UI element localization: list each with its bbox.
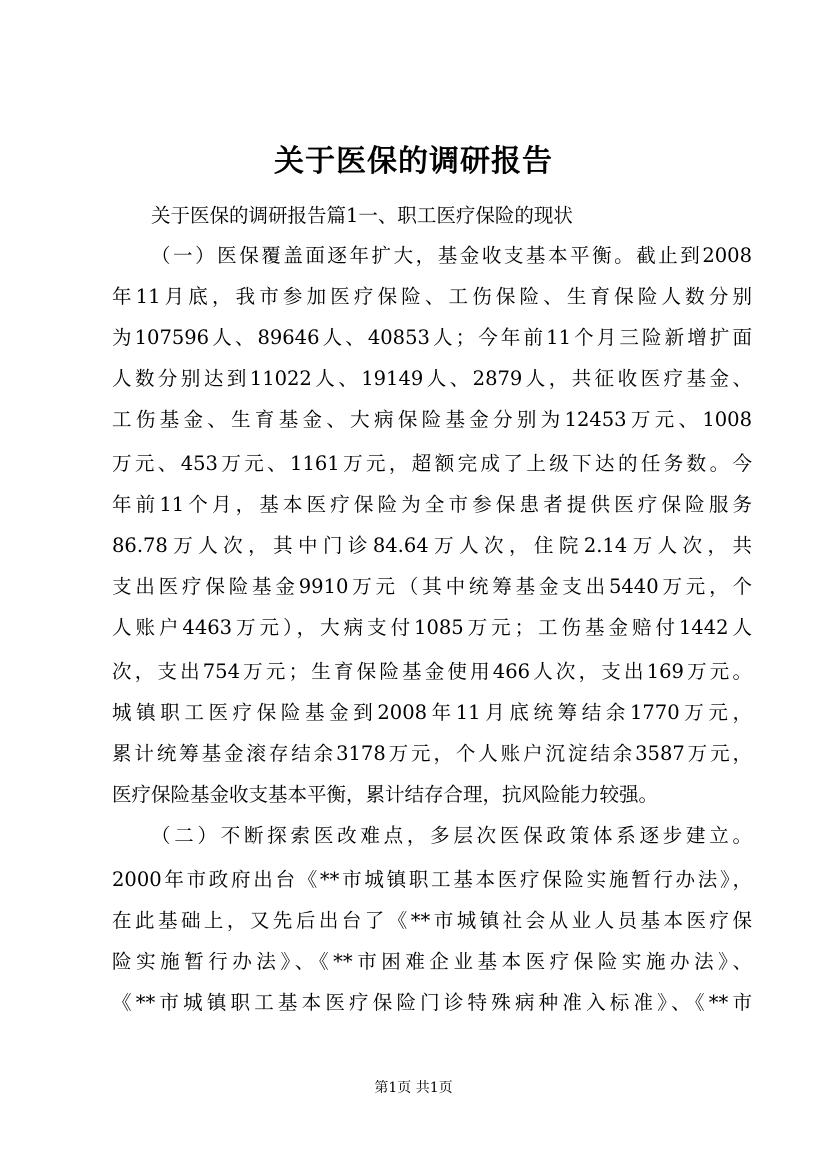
paragraph-line: 在此基础上，又先后出台了《**市城镇社会从业人员基本医疗保 xyxy=(112,909,752,932)
paragraph-line: 人数分别达到11022人、19149人、2879人，共征收医疗基金、 xyxy=(112,367,752,390)
paragraph-line: 工伤基金、生育基金、大病保险基金分别为12453万元、1008 xyxy=(112,408,752,431)
paragraph-line: 城镇职工医疗保险基金到2008年11月底统筹结余1770万元， xyxy=(112,701,752,724)
paragraph-line: 支出医疗保险基金9910万元（其中统筹基金支出5440万元，个 xyxy=(112,575,752,598)
document-title: 关于医保的调研报告 xyxy=(274,144,553,179)
paragraph-line: 人账户4463万元），大病支付1085万元；工伤基金赔付1442人 xyxy=(112,616,752,639)
paragraph-line: 2000年市政府出台《**市城镇职工基本医疗保险实施暂行办法》， xyxy=(112,868,752,891)
intro-line: 关于医保的调研报告篇1一、职工医疗保险的现状 xyxy=(151,204,573,227)
paragraph-line: 医疗保险基金收支基本平衡，累计结存合理，抗风险能力较强。 xyxy=(112,783,659,806)
page-footer: 第1页 共1页 xyxy=(374,1080,453,1096)
paragraph-line: 86.78万人次，其中门诊84.64万人次，住院2.14万人次，共 xyxy=(112,534,752,557)
paragraph-line: 为107596人、89646人、40853人；今年前11个月三险新增扩面 xyxy=(112,326,752,349)
paragraph-line: 年前11个月，基本医疗保险为全市参保患者提供医疗保险服务 xyxy=(112,493,752,516)
paragraph-line: 《**市城镇职工基本医疗保险门诊特殊病种准入标准》、《**市 xyxy=(112,991,752,1014)
paragraph-line: 万元、453万元、1161万元，超额完成了上级下达的任务数。今 xyxy=(112,452,752,475)
paragraph-line: 险实施暂行办法》、《**市困难企业基本医疗保险实施办法》、 xyxy=(112,950,752,973)
paragraph-line: （二）不断探索医改难点，多层次医保政策体系逐步建立。 xyxy=(151,824,752,847)
paragraph-line: 年11月底，我市参加医疗保险、工伤保险、生育保险人数分别 xyxy=(112,285,752,308)
paragraph-line: （一）医保覆盖面逐年扩大，基金收支基本平衡。截止到2008 xyxy=(151,244,752,267)
paragraph-line: 次，支出754万元；生育保险基金使用466人次，支出169万元。 xyxy=(112,660,752,683)
paragraph-line: 累计统筹基金滚存结余3178万元，个人账户沉淀结余3587万元， xyxy=(112,742,752,765)
